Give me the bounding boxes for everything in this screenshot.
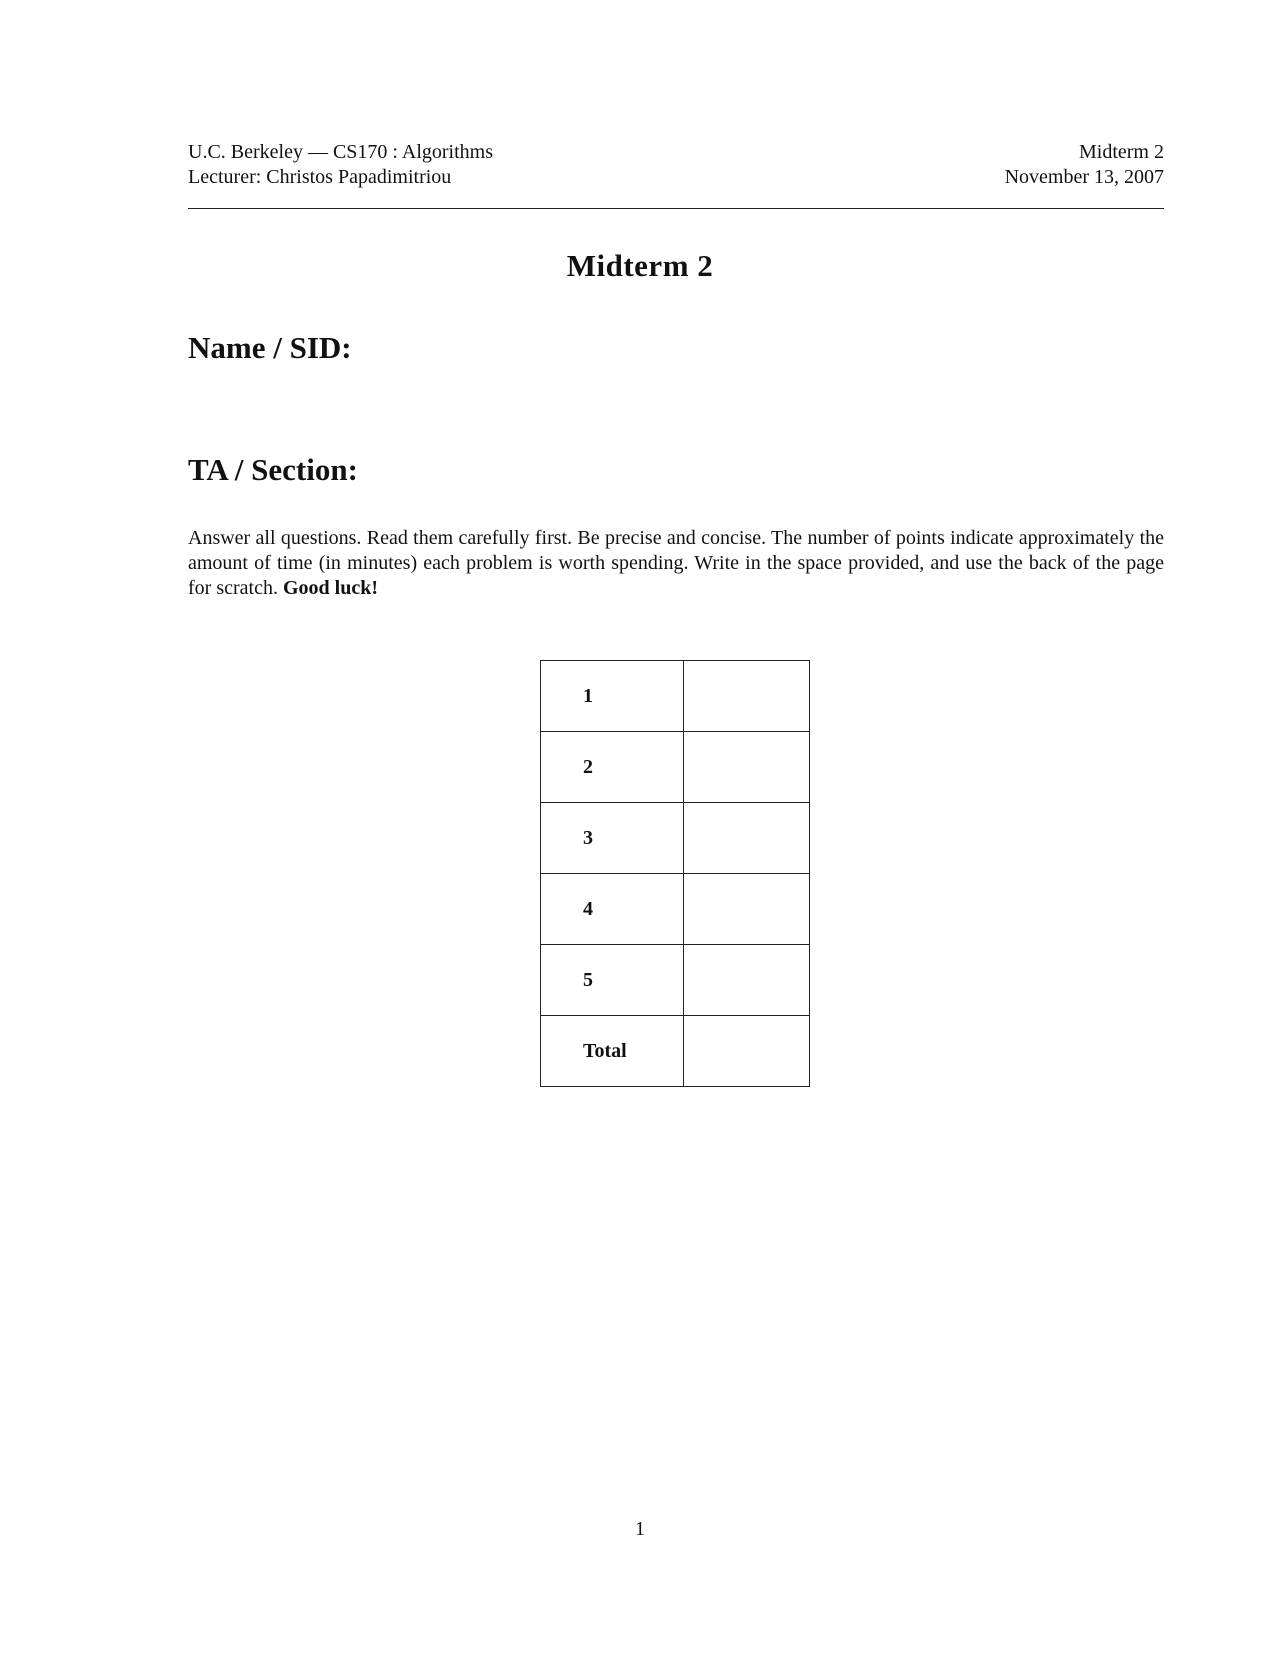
page-title: Midterm 2 [566,248,714,283]
problem-label: 5 [541,945,684,1016]
header-divider [188,208,1164,209]
lecturer-line: Lecturer: Christos Papadimitriou [188,166,452,188]
instructions-text: Answer all questions. Read them carefully first. Be precise and concise. The number of points indicate approximately the amount of time (in minutes) each problem is worth spending. Write in the space provided, and use the back of the page for scratch. [188,527,1164,599]
score-cell [684,945,810,1016]
name-sid-label: Name / SID: [188,330,352,365]
score-table [540,660,810,1087]
problem-label: 2 [541,732,684,803]
table-row [541,874,810,945]
table-row [541,1016,810,1087]
score-cell [684,661,810,732]
header-right [1005,140,1164,190]
exam-name: Midterm 2 [1079,141,1164,163]
page-number: 1 [635,1518,645,1540]
problem-label: 3 [541,803,684,874]
page-header [188,140,1164,190]
instructions-paragraph [188,526,1164,601]
course-line: U.C. Berkeley — CS170 : Algorithms [188,141,493,163]
instructions-emphasis: Good luck! [282,577,378,599]
exam-date: November 13, 2007 [1004,166,1164,188]
table-row [541,732,810,803]
score-cell [684,874,810,945]
ta-section-label: TA / Section: [188,452,358,487]
score-cell [684,803,810,874]
table-row [541,803,810,874]
problem-label: 1 [541,661,684,732]
problem-label: 4 [541,874,684,945]
table-row [541,945,810,1016]
total-score-cell [684,1016,810,1087]
table-row [541,661,810,732]
header-left [188,140,493,190]
score-cell [684,732,810,803]
total-label: Total [541,1016,684,1087]
